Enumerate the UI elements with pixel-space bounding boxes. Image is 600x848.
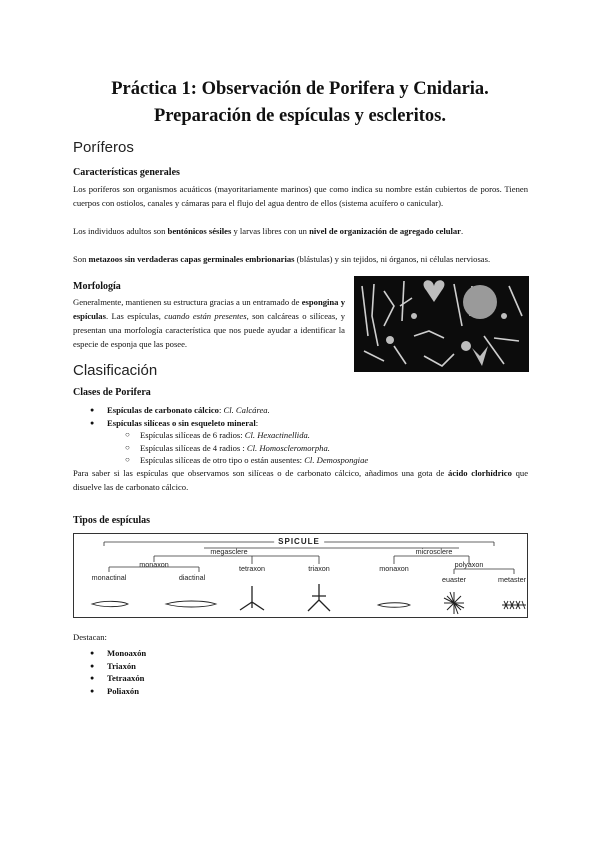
page-title [60,76,540,130]
list-item: ● Monoaxón [90,647,146,660]
list-item: ○ Espículas silíceas de 6 radios: Cl. Hexactinellida. [125,429,368,442]
acido-paragraph: Para saber si las espículas que observamos son silíceas o de carbonato cálcico, añadimos una gota de ácido clorhídrico que disuelve las de carbonato cálcico. [73,468,529,492]
list-item: ○ Espículas silíceas de 4 radios : Cl. Homoscleromorpha. [125,442,368,455]
euaster-shape [444,592,464,614]
morfologia-paragraph: Generalmente, mantienen su estructura gracias a un entramado de espongina y espículas. Las espículas, cuando están presentes, son calcáreas o silíceas, y presentan una morfología característica que nos puede ayudar a identificar la especie de esponja que las posee. [73,297,346,349]
megasclere-label: megasclere [210,547,248,556]
metaster-label: metaster [498,575,526,584]
diactinal-label: diactinal [178,573,206,582]
destacan-label: Destacan: [73,632,107,642]
tetraxon-label: tetraxon [239,564,265,573]
spicule-types-diagram [73,533,528,618]
title-line-2: Preparación de espículas y escleritos. [153,106,447,126]
spicules-micrograph-image [354,276,529,372]
list-item: ● Poliaxón [90,685,146,698]
list-item: ● Triaxón [90,660,146,673]
monaxon-label: monaxon [139,560,169,569]
section-poriferos-heading: Poríferos [73,139,134,156]
monaxon-micro-label: monaxon [379,564,409,573]
tetraxon-shape [240,586,264,610]
title-line-1: Práctica 1: Observación de Porifera y Cnidaria. [111,79,489,99]
list-item: ● Espículas de carbonato cálcico: Cl. Calcárea. [90,404,368,417]
microsclere-label: microsclere [415,547,453,556]
clases-heading: Clases de Porifera [73,387,151,398]
spicule-shapes [92,584,526,614]
list-item: ○ Espículas silíceas de otro tipo o están ausentes: Cl. Demospongiae [125,454,368,467]
tipos-heading: Tipos de espículas [73,515,151,526]
list-item: ● Espículas silíceas o sin esqueleto mineral: ○ Espículas silíceas de 6 radios: Cl. Hexactinellida. ○ Espículas silíceas de 4 radios : Cl. Homoscleromorpha. ○ Espículas silíceas de otro tipo o están ausentes: Cl. Demospongiae [90,417,368,467]
triaxon-label: triaxon [308,564,330,573]
monactinal-label: monactinal [91,573,127,582]
section-clasificacion-heading: Clasificación [73,362,158,379]
monaxon-micro-shape [378,603,410,608]
triaxon-shape [308,584,330,611]
silicea-sublist [125,429,368,467]
clases-list [90,404,368,467]
spicule-root-label: SPICULE [274,537,324,546]
caracteristicas-heading: Características generales [73,167,180,178]
destacan-list [90,647,146,697]
monactinal-shape [92,601,128,606]
euaster-label: euaster [442,575,466,584]
metaster-shape [502,601,526,609]
polyaxon-label: polyaxon [454,560,484,569]
diactinal-shape [166,601,216,607]
caracteristicas-paragraph-1: Los poríferos son organismos acuáticos (mayoritariamente marinos) que como indica su nombre están cubiertos de poros. Tienen cuerpos con ostiolos, canales y cámaras para el flujo del agua dentro de ellos (sistema acuífero o canicular). [73,184,528,208]
caracteristicas-paragraph-2: Los individuos adultos son bentónicos sésiles y larvas libres con un nivel de organización de agregado celular. [73,226,464,236]
caracteristicas-paragraph-3: Son metazoos sin verdaderas capas germinales embrionarias (blástulas) y sin tejidos, ni órganos, ni células nerviosas. [73,254,491,264]
morfologia-heading: Morfología [73,281,121,292]
list-item: ● Tetraaxón [90,672,146,685]
